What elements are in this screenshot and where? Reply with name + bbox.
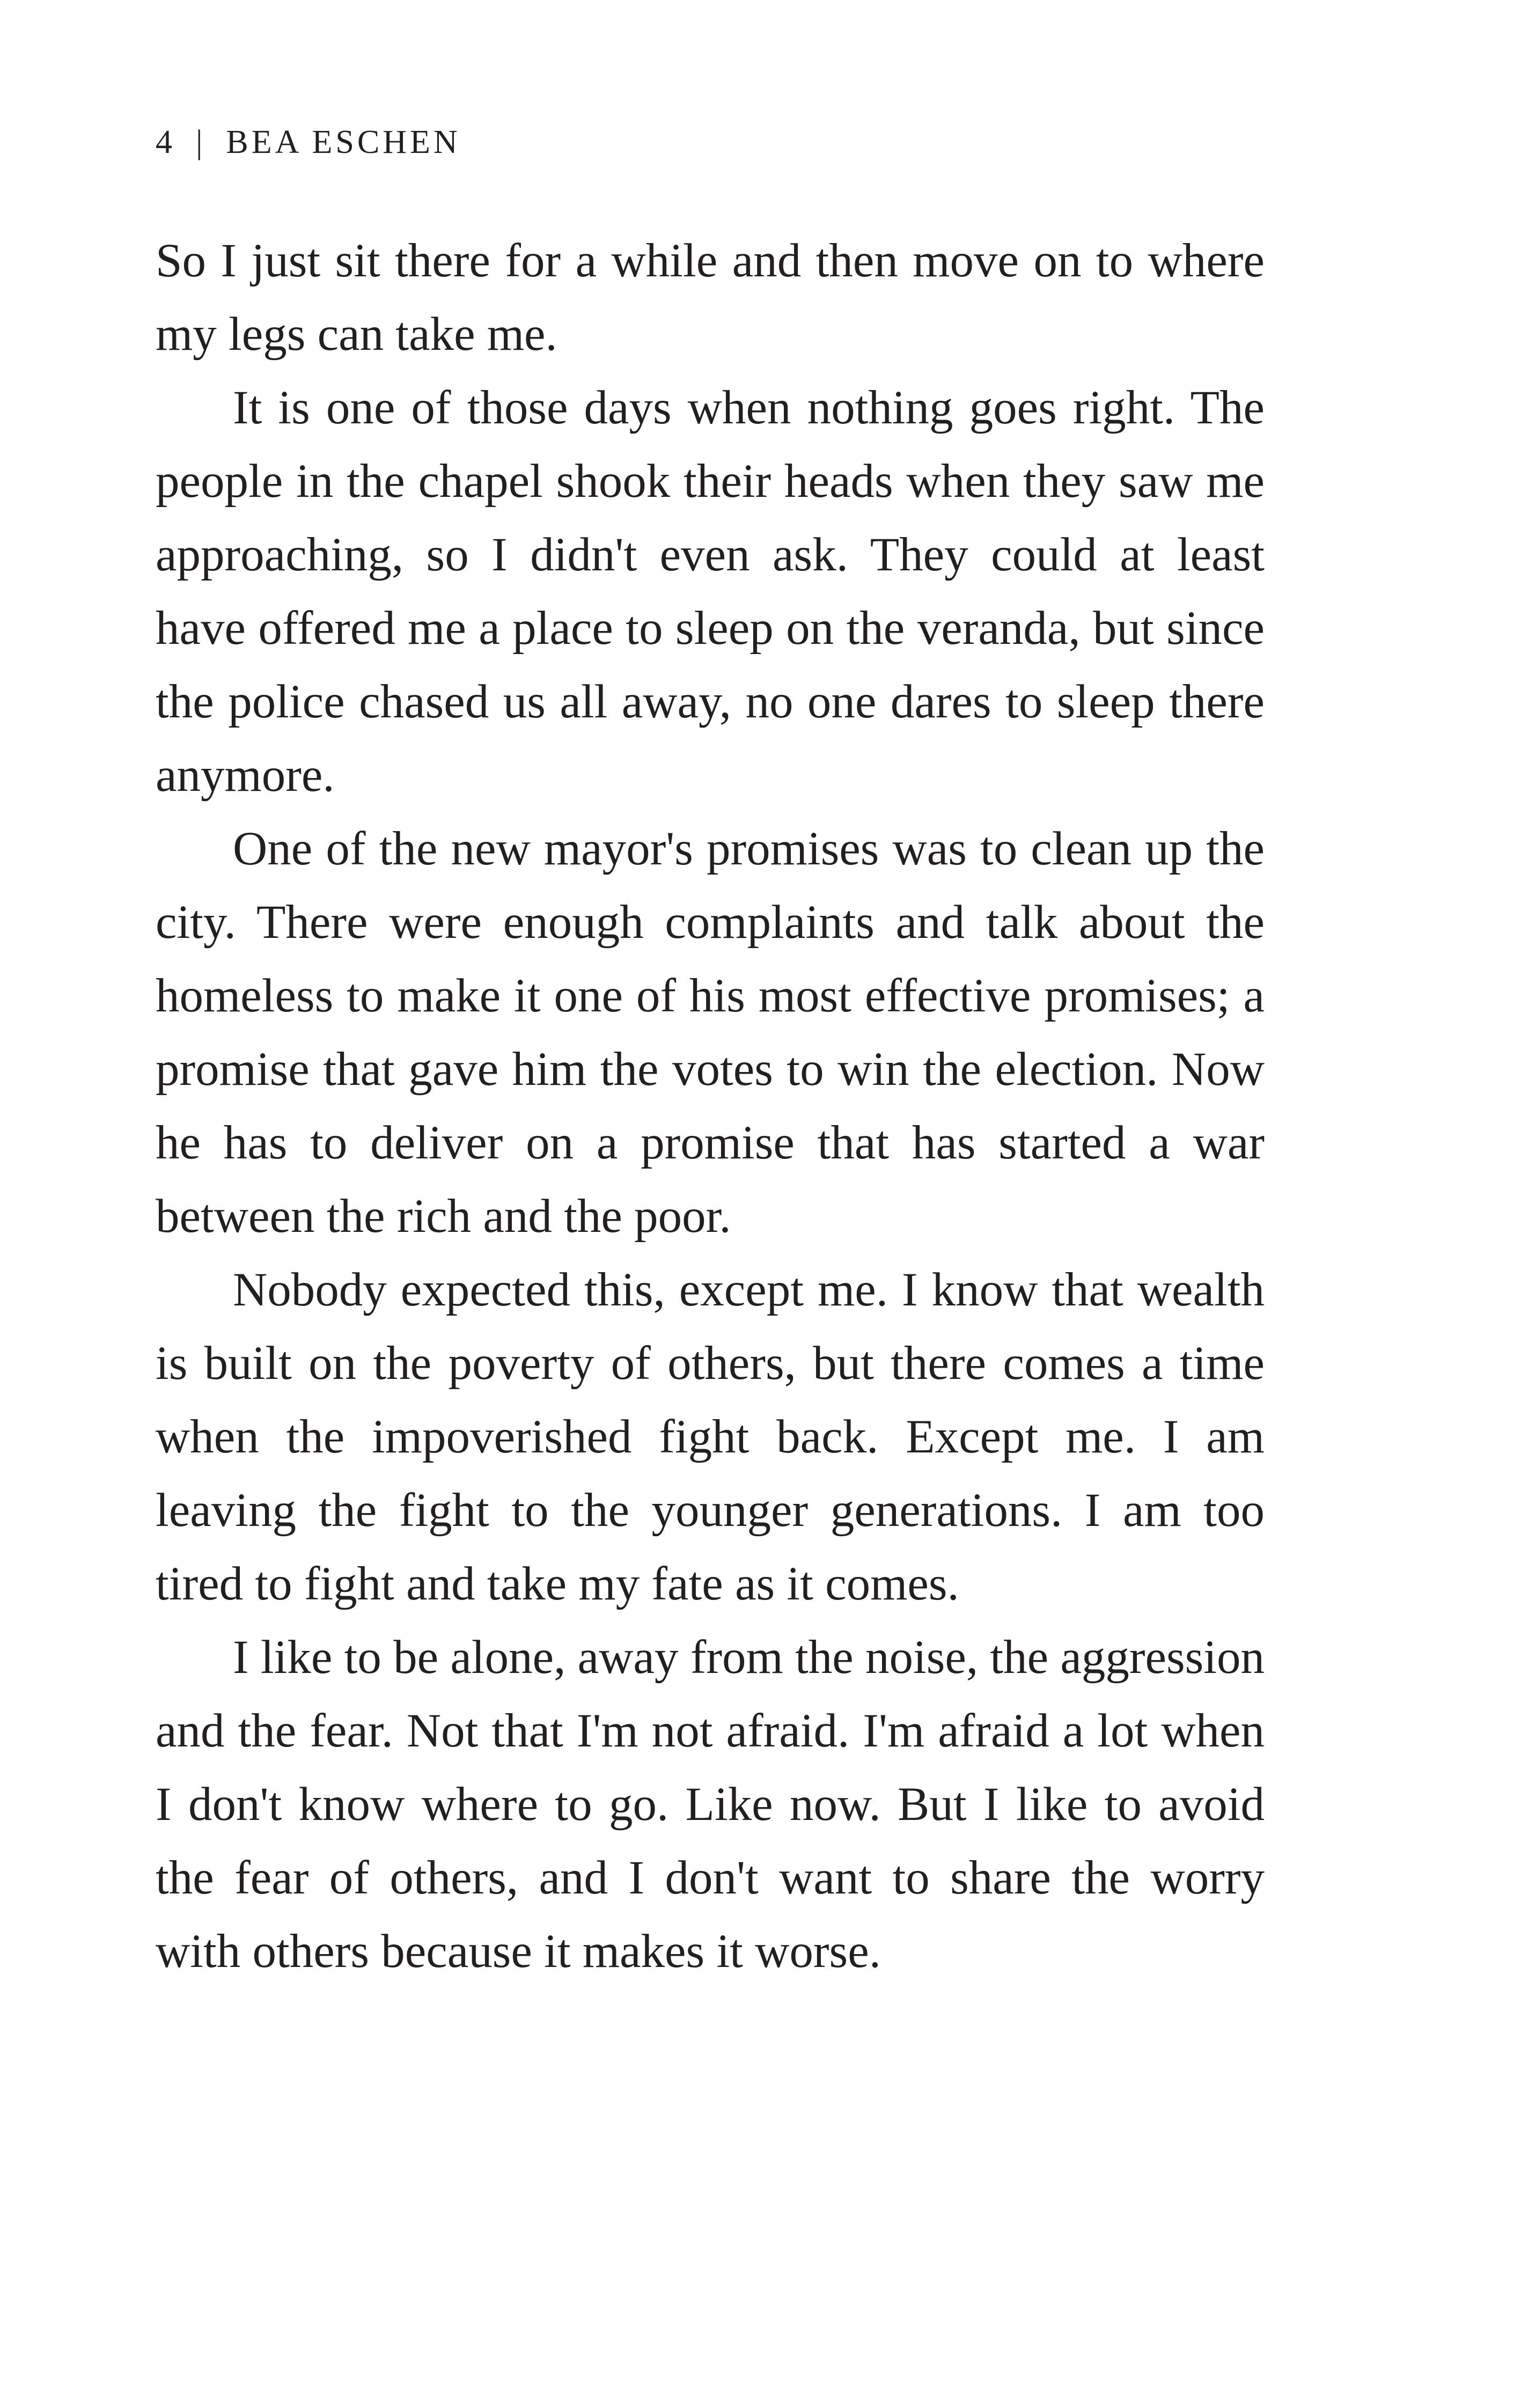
paragraph: I like to be alone, away from the noise, the aggression and the fear. Not that I'm not afraid. I'm afraid a lot when I don't know where to go. Like now. But I like to avoid the fear of others, and I don't want to share the worry with others because it makes it worse. <box>156 1631 1265 1978</box>
paragraph: One of the new mayor's promises was to clean up the city. There were enough complaints and talk about the homeless to make it one of his most effective promises; a promise that gave him the votes to win the election. Now he has to deliver on a promise that has started a war between the rich and the poor. <box>156 823 1265 1243</box>
body-text <box>156 224 1265 1988</box>
header-separator: | <box>196 124 206 160</box>
paragraph: So I just sit there for a while and then move on to where my legs can take me. <box>156 234 1265 361</box>
paragraph: Nobody expected this, except me. I know that wealth is built on the poverty of others, but there comes a time when the impoverished fight back. Except me. I am leaving the fight to the younger generations. I am too tired to fight and take my fate as it comes. <box>156 1264 1265 1610</box>
paragraph: It is one of those days when nothing goes right. The people in the chapel shook their heads when they saw me approaching, so I didn't even ask. They could at least have offered me a place to sleep on the veranda, but since the police chased us all away, no one dares to sleep there anymore. <box>156 381 1265 802</box>
page-number: 4 <box>156 124 175 160</box>
running-head <box>156 121 461 164</box>
author-name: BEA ESCHEN <box>226 124 461 160</box>
